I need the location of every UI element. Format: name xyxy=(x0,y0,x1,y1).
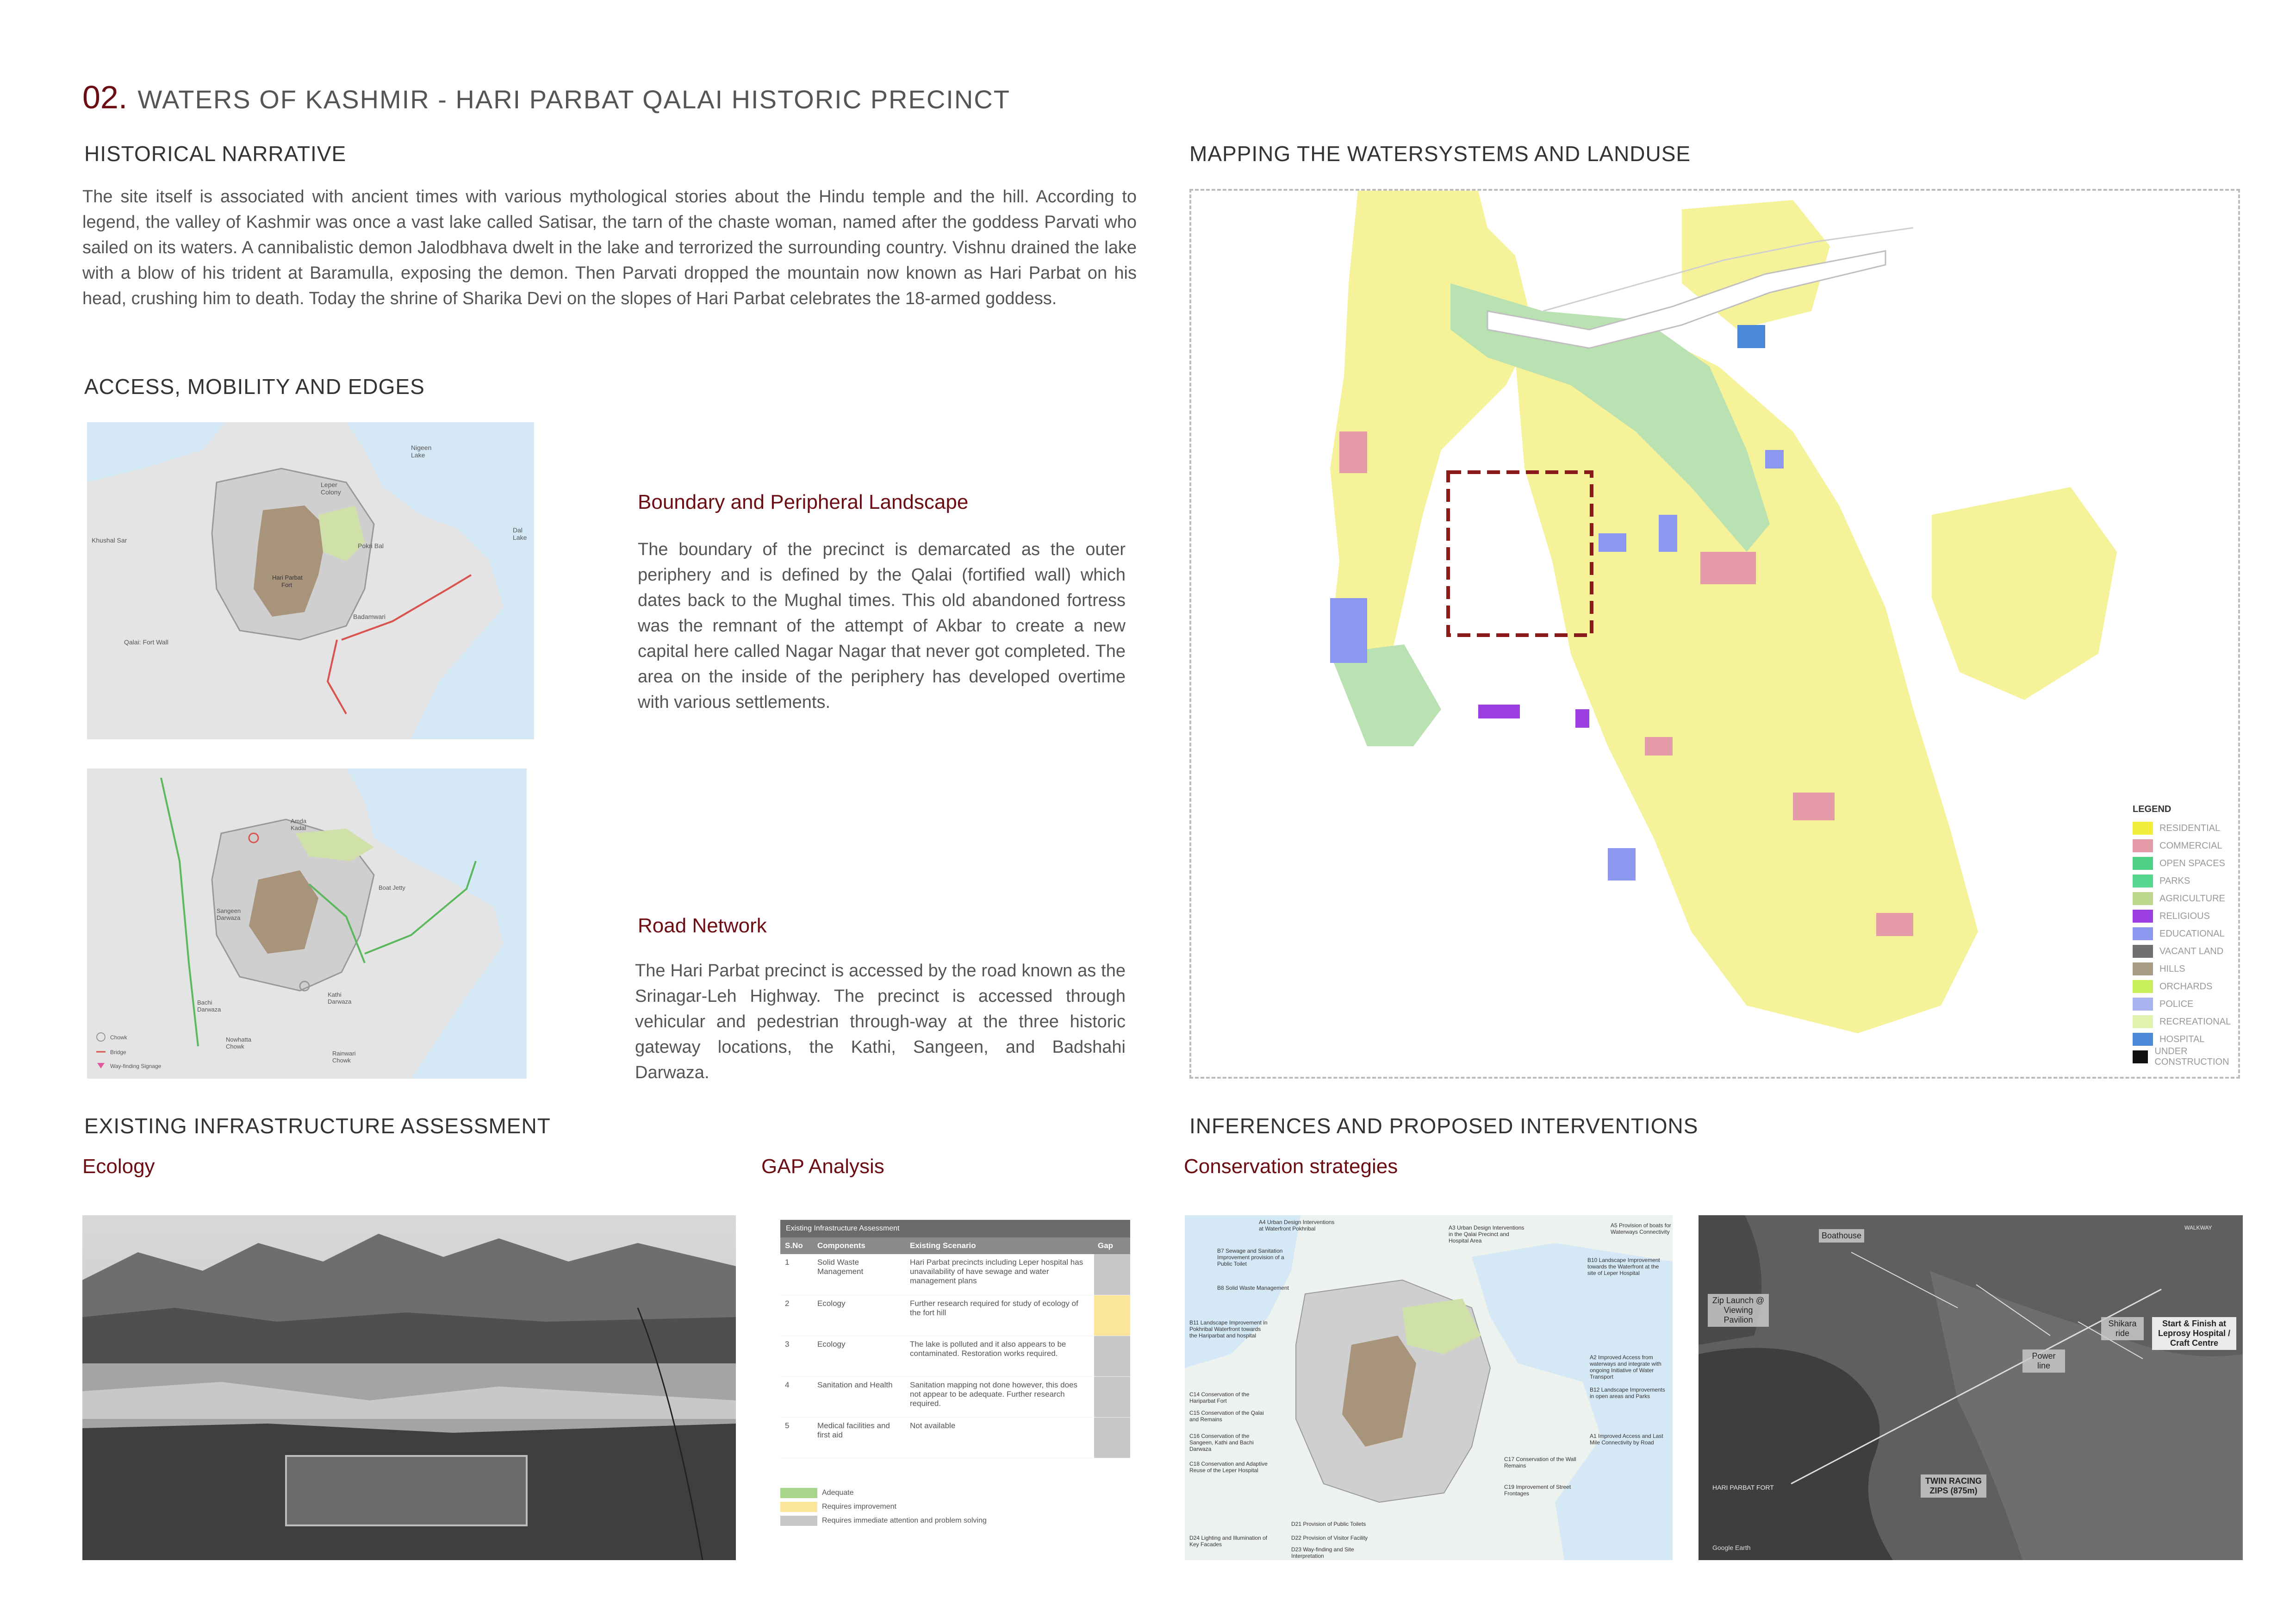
table-row xyxy=(780,1417,1130,1458)
intervention-note: A1 Improved Access and Last Mile Connectivity by Road xyxy=(1590,1433,1663,1446)
intervention-note: D24 Lighting and Illumination of Key Facades xyxy=(1189,1535,1268,1548)
intervention-note: A5 Provision of boats for Waterways Connectivity xyxy=(1611,1222,1671,1235)
legend-item xyxy=(2133,1013,2238,1031)
boundary-map-graphic xyxy=(87,422,534,739)
col-sno: S.No xyxy=(785,1241,803,1250)
gap-table xyxy=(780,1237,1130,1458)
legend-label: POLICE xyxy=(2159,999,2194,1009)
legend-swatch xyxy=(2133,980,2153,993)
intervention-note: D23 Way-finding and Site Interpretation xyxy=(1291,1546,1354,1559)
col-components: Components xyxy=(817,1241,865,1250)
svg-text:Chowk: Chowk xyxy=(332,1057,351,1064)
cell-component: Medical facilities and first aid xyxy=(813,1417,905,1458)
legend-signage: Way-finding Signage xyxy=(110,1063,162,1069)
cell-scenario: The lake is polluted and it also appears to be contaminated. Restoration works required. xyxy=(905,1336,1093,1376)
cell-gap xyxy=(1093,1376,1130,1417)
page-header xyxy=(82,79,1010,116)
cell-gap xyxy=(1093,1254,1130,1295)
svg-text:Lake: Lake xyxy=(411,451,425,459)
intervention-note: B11 Landscape Improvement in Pokhribal Waterfront towards the Hariparbat and hospital xyxy=(1189,1319,1268,1339)
aerial-twin: TWIN RACING ZIPS (875m) xyxy=(1921,1474,1986,1498)
legend-chowk: Chowk xyxy=(110,1034,127,1041)
legend-swatch xyxy=(2133,857,2153,870)
gap-key-swatch xyxy=(780,1502,817,1512)
boundary-text: The boundary of the precinct is demarcated as the outer periphery and is defined by the Qalai (fortified wall) which dates back to the Mughal times. This old abandoned fortress was the remnant of the attempt of Akbar to create a new capital here called Nagar Nagar that never got completed. The area on the inside of the periphery has developed overtime with various settlements. xyxy=(638,540,1126,712)
cell-scenario: Sanitation mapping not done however, this does not appear to be adequate. Further research required. xyxy=(905,1376,1093,1417)
gap-table-panel xyxy=(780,1220,1130,1553)
ecology-photo-graphic xyxy=(82,1215,736,1560)
cell-component: Ecology xyxy=(813,1295,905,1336)
landuse-legend xyxy=(2133,804,2238,1066)
legend-label: PARKS xyxy=(2159,875,2190,886)
historical-text: The site itself is associated with ancient times with various mythological stories about the Hindu temple and the hill. According to legend, the valley of Kashmir was once a vast lake called Satisar, the tarn of the chaste woman, named after the goddess Parvati who sailed on its waters. A cannibalistic demon Jalodbhava dwelt in the lake and terrorized the surrounding country. Vishnu drained the lake with a blow of his trident at Baramulla, exposing the demon. Then Parvati dropped the mountain now known as Hari Parbat on his head, crushing him to death. Today the shrine of Sharika Devi on the slopes of Hari Parbat celebrates the 18-armed goddess. xyxy=(82,187,1137,308)
legend-item xyxy=(2133,943,2238,960)
gap-key-item xyxy=(780,1500,1130,1514)
legend-swatch xyxy=(2133,822,2153,835)
intervention-note: B10 Landscape Improvement towards the Waterfront at the site of Leper Hospital xyxy=(1587,1257,1660,1276)
landuse-map xyxy=(1191,191,2238,1077)
svg-text:Amda: Amda xyxy=(291,818,306,824)
svg-text:Dal: Dal xyxy=(513,526,523,534)
legend-label: COMMERCIAL xyxy=(2159,840,2222,851)
legend-swatch xyxy=(2133,874,2153,887)
col-scenario: Existing Scenario xyxy=(910,1241,976,1250)
svg-text:Lake: Lake xyxy=(513,534,527,541)
aerial-photo xyxy=(1699,1215,2243,1560)
historical-heading: HISTORICAL NARRATIVE xyxy=(84,142,347,166)
svg-text:Kadal: Kadal xyxy=(291,824,306,831)
intervention-note: C16 Conservation of the Sangeen, Kathi and Bachi Darwaza xyxy=(1189,1433,1254,1452)
gap-key-swatch xyxy=(780,1488,817,1498)
ecology-photo xyxy=(82,1215,736,1560)
intervention-note: C14 Conservation of the Hariparbat Fort xyxy=(1189,1391,1250,1404)
cell-scenario: Hari Parbat precincts including Leper hospital has unavailability of have sewage and water management plans xyxy=(905,1254,1093,1295)
legend-label: ORCHARDS xyxy=(2159,981,2213,992)
legend-swatch xyxy=(2133,1015,2153,1028)
svg-text:Darwaza: Darwaza xyxy=(217,914,241,921)
intervention-note: B12 Landscape Improvements in open areas and Parks xyxy=(1590,1387,1665,1399)
interventions-map xyxy=(1185,1215,1673,1560)
svg-text:Badamwari: Badamwari xyxy=(353,613,386,620)
legend-swatch xyxy=(2133,1033,2153,1046)
legend-swatch xyxy=(2133,892,2153,905)
aerial-zip: Zip Launch @ Viewing Pavilion xyxy=(1708,1294,1769,1327)
cell-sno: 5 xyxy=(780,1417,813,1458)
legend-label: VACANT LAND xyxy=(2159,946,2224,956)
legend-label: HOSPITAL xyxy=(2159,1034,2205,1044)
intervention-note: B7 Sewage and Sanitation Improvement provision of a Public Toilet xyxy=(1217,1248,1284,1267)
legend-item xyxy=(2133,855,2238,872)
legend-item xyxy=(2133,1031,2238,1048)
legend-item xyxy=(2133,978,2238,995)
road-network-map-graphic xyxy=(87,768,527,1079)
legend-item xyxy=(2133,890,2238,907)
legend-item xyxy=(2133,837,2238,855)
cell-component: Sanitation and Health xyxy=(813,1376,905,1417)
page-title: WATERS OF KASHMIR - HARI PARBAT QALAI HISTORIC PRECINCT xyxy=(137,85,1010,114)
cell-component: Solid Waste Management xyxy=(813,1254,905,1295)
cell-component: Ecology xyxy=(813,1336,905,1376)
legend-label: HILLS xyxy=(2159,963,2185,974)
access-heading: ACCESS, MOBILITY AND EDGES xyxy=(84,375,425,399)
road-network-map xyxy=(87,768,527,1079)
svg-text:Bachi: Bachi xyxy=(197,999,212,1006)
legend-item xyxy=(2133,960,2238,978)
svg-text:Qalai: Fort Wall: Qalai: Fort Wall xyxy=(124,638,168,646)
svg-text:Darwaza: Darwaza xyxy=(328,998,352,1005)
legend-swatch xyxy=(2133,927,2153,940)
cell-scenario: Further research required for study of ecology of the fort hill xyxy=(905,1295,1093,1336)
intervention-note: C15 Conservation of the Qalai and Remains xyxy=(1189,1410,1264,1423)
legend-swatch xyxy=(2133,945,2153,958)
aerial-shikara: Shikara ride xyxy=(2101,1317,2144,1340)
svg-text:Colony: Colony xyxy=(321,488,341,496)
legend-item xyxy=(2133,925,2238,943)
intervention-note: C19 Improvement of Street Frontages xyxy=(1504,1484,1571,1497)
gap-table-title: Existing Infrastructure Assessment xyxy=(780,1220,1130,1237)
cell-sno: 4 xyxy=(780,1376,813,1417)
landuse-map-frame xyxy=(1189,189,2240,1079)
legend-label: EDUCATIONAL xyxy=(2159,928,2225,939)
aerial-google: Google Earth xyxy=(1712,1544,1751,1551)
svg-text:Boat Jetty: Boat Jetty xyxy=(379,884,405,891)
boundary-title: Boundary and Peripheral Landscape xyxy=(638,491,969,513)
legend-item xyxy=(2133,1048,2238,1066)
intervention-note: D22 Provision of Visitor Facility xyxy=(1291,1535,1368,1541)
aerial-photo-graphic xyxy=(1699,1215,2243,1560)
legend-item xyxy=(2133,907,2238,925)
legend-label: RECREATIONAL xyxy=(2159,1016,2231,1027)
intervention-note: B8 Solid Waste Management xyxy=(1217,1285,1289,1291)
table-row xyxy=(780,1376,1130,1417)
legend-swatch xyxy=(2133,998,2153,1011)
section-number: 02. xyxy=(82,79,128,115)
legend-label: UNDER CONSTRUCTION xyxy=(2154,1046,2229,1067)
intervention-note: A2 Improved Access from waterways and integrate with ongoing Initiative of Water Transport xyxy=(1590,1354,1661,1380)
table-row xyxy=(780,1295,1130,1336)
legend-label: AGRICULTURE xyxy=(2159,893,2225,904)
legend-label: OPEN SPACES xyxy=(2159,858,2225,868)
leper-colony-label: Leper xyxy=(321,481,337,488)
gap-key-swatch xyxy=(780,1516,817,1526)
legend-item xyxy=(2133,872,2238,890)
aerial-walkway: WALKWAY xyxy=(2184,1224,2212,1231)
legend-item xyxy=(2133,995,2238,1013)
intervention-note: A4 Urban Design Interventions at Waterfront Pokhribal xyxy=(1259,1219,1335,1232)
conservation-title: Conservation strategies xyxy=(1184,1155,1398,1178)
cell-sno: 1 xyxy=(780,1254,813,1295)
aerial-fort-label: HARI PARBAT FORT xyxy=(1712,1484,1774,1491)
svg-text:Pokri Bal: Pokri Bal xyxy=(358,542,384,550)
svg-text:Khushal Sar: Khushal Sar xyxy=(92,537,127,544)
legend-swatch xyxy=(2133,910,2153,923)
legend-swatch xyxy=(2133,1050,2148,1063)
legend-bridge: Bridge xyxy=(110,1049,126,1056)
mapping-heading: MAPPING THE WATERSYSTEMS AND LANDUSE xyxy=(1189,142,1691,166)
gap-key xyxy=(780,1486,1130,1528)
legend-label: RESIDENTIAL xyxy=(2159,823,2221,833)
road-title: Road Network xyxy=(638,914,767,937)
gap-key-label: Requires immediate attention and problem solving xyxy=(822,1516,987,1524)
legend-title: LEGEND xyxy=(2133,804,2172,814)
svg-text:Sangeen: Sangeen xyxy=(217,907,241,914)
intervention-note: C18 Conservation and Adaptive Reuse of the Leper Hospital xyxy=(1189,1461,1268,1474)
intervention-note: D21 Provision of Public Toilets xyxy=(1291,1521,1366,1527)
legend-label: RELIGIOUS xyxy=(2159,911,2210,921)
road-text: The Hari Parbat precinct is accessed by the road known as the Srinagar-Leh Highway. The precinct is accessed through vehicular and pedestrian through-way at the three historic gateway locations, the Kathi, Sangeen, and Badshahi Darwaza. xyxy=(635,961,1126,1082)
legend-swatch xyxy=(2133,839,2153,852)
inferences-heading: INFERENCES AND PROPOSED INTERVENTIONS xyxy=(1189,1114,1699,1138)
cell-sno: 2 xyxy=(780,1295,813,1336)
intervention-note: A3 Urban Design Interventions in the Qalai Precinct and Hospital Area xyxy=(1449,1224,1524,1244)
boundary-map xyxy=(87,422,534,739)
svg-text:Chowk: Chowk xyxy=(226,1043,244,1050)
svg-text:Nowhatta: Nowhatta xyxy=(226,1036,251,1043)
legend-item xyxy=(2133,819,2238,837)
table-row xyxy=(780,1254,1130,1295)
cell-gap xyxy=(1093,1295,1130,1336)
gap-key-label: Adequate xyxy=(822,1488,854,1497)
col-gap: Gap xyxy=(1098,1241,1114,1250)
gap-key-item xyxy=(780,1514,1130,1528)
cell-gap xyxy=(1093,1336,1130,1376)
intervention-note: C17 Conservation of the Wall Remains xyxy=(1504,1456,1576,1469)
infra-heading: EXISTING INFRASTRUCTURE ASSESSMENT xyxy=(84,1114,551,1138)
cell-gap xyxy=(1093,1417,1130,1458)
gap-key-item xyxy=(780,1486,1130,1500)
svg-text:Rainwari: Rainwari xyxy=(332,1050,356,1057)
aerial-boathouse: Boathouse xyxy=(1819,1229,1864,1243)
svg-text:Darwaza: Darwaza xyxy=(197,1006,221,1013)
svg-text:Fort: Fort xyxy=(281,581,292,588)
svg-text:Nigeen: Nigeen xyxy=(411,444,432,451)
table-row xyxy=(780,1336,1130,1376)
cell-scenario: Not available xyxy=(905,1417,1093,1458)
gap-title: GAP Analysis xyxy=(761,1155,884,1178)
aerial-power: Power line xyxy=(2022,1349,2065,1373)
ecology-title: Ecology xyxy=(82,1155,155,1178)
aerial-start: Start & Finish at Leprosy Hospital / Craft Centre xyxy=(2152,1317,2236,1350)
gap-key-label: Requires improvement xyxy=(822,1502,896,1511)
legend-swatch xyxy=(2133,962,2153,975)
svg-text:Kathi: Kathi xyxy=(328,991,342,998)
cell-sno: 3 xyxy=(780,1336,813,1376)
svg-text:Hari Parbat: Hari Parbat xyxy=(272,574,303,581)
